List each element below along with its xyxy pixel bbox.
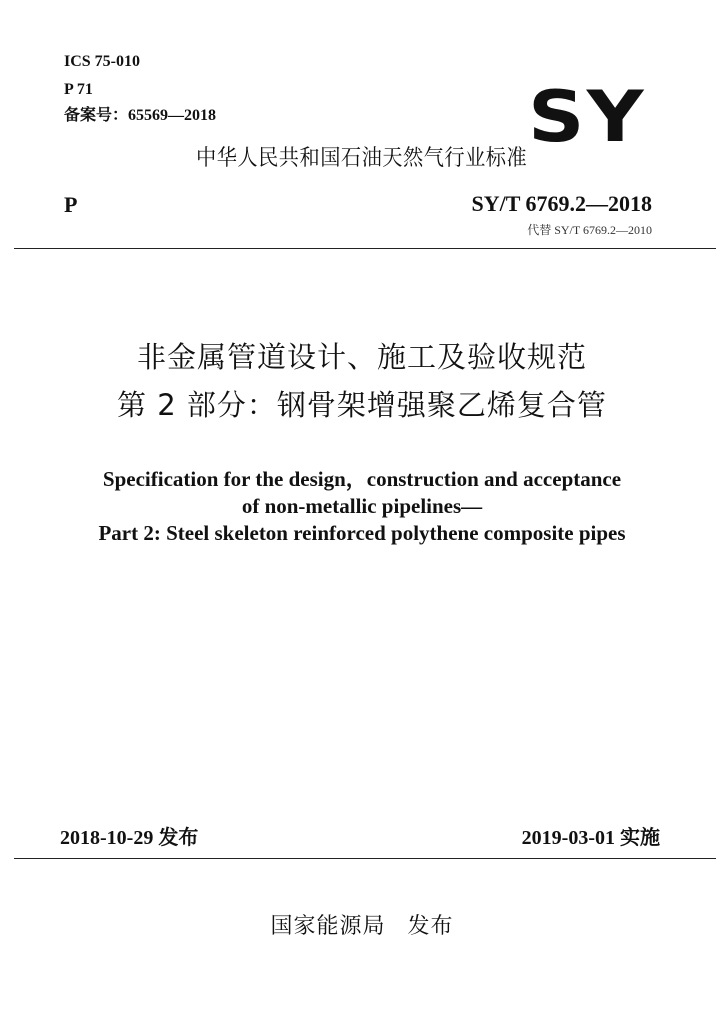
chinese-title-line-2: 第 2 部分：钢骨架增强聚乙烯复合管 <box>117 388 607 422</box>
classification-code: P 71 <box>64 81 93 98</box>
header-divider <box>14 248 716 249</box>
standard-number: SY/T 6769.2—2018 <box>471 191 652 216</box>
implementation-date: 2019-03-01 实施 <box>521 827 660 849</box>
english-title-line-2: of non-metallic pipelines— <box>241 494 483 518</box>
issue-date: 2018-10-29 发布 <box>60 827 199 849</box>
issuing-authority: 国家能源局 发布 <box>270 914 454 939</box>
chinese-title-line-1: 非金属管道设计、施工及验收规范 <box>136 340 587 374</box>
category-letter: P <box>64 192 78 217</box>
english-title-line-1: Specification for the design，construction and acceptance <box>102 467 622 491</box>
record-number: 备案号：65569—2018 <box>64 107 217 124</box>
standard-type-heading: 中华人民共和国石油天然气行业标准 <box>196 146 528 171</box>
english-title-line-3: Part 2: Steel skeleton reinforced polythene composite pipes <box>98 521 626 545</box>
ics-code: ICS 75-010 <box>64 53 141 70</box>
sy-logo: SY <box>528 76 646 158</box>
footer-divider <box>14 858 716 859</box>
replaces-note: 代替 SY/T 6769.2—2010 <box>527 223 652 237</box>
